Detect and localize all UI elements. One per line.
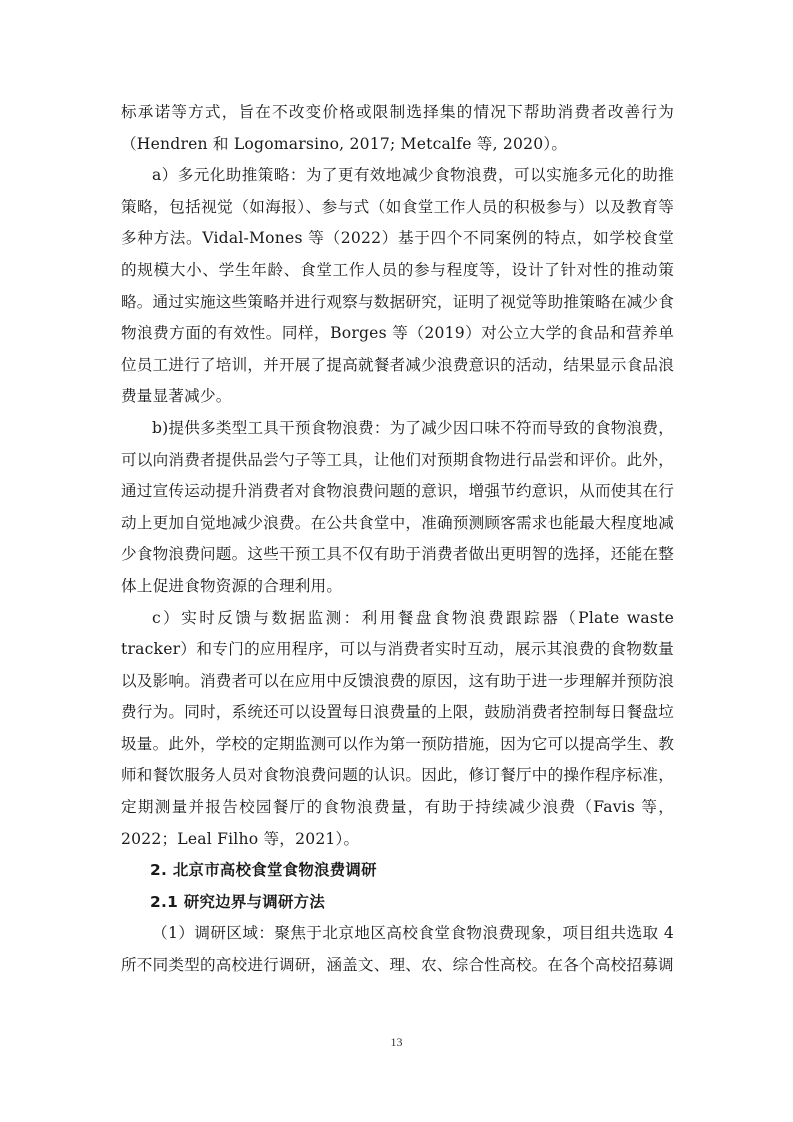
section-heading: 2. 北京市高校食堂食物浪费调研 [150, 861, 377, 880]
paragraph-continuation: 标承诺等方式，旨在不改变价格或限制选择集的情况下帮助消费者改善行为（Hendren 和 Logomarsino, 2017; Metcalfe 等, 2020）。 [121, 103, 674, 153]
page-number: 13 [390, 1035, 403, 1049]
paragraph-realtime-feedback: c）实时反馈与数据监测：利用餐盘食物浪费跟踪器（Plate waste tracker）和专门的应用程序，可以与消费者实时互动，展示其浪费的食物数量以及影响。消费者可以在应用中反馈浪费的原因，这有助于进一步理解并预防浪费行为。同时，系统还可以设置每日浪费量的上限，鼓励消费者控制每日餐盘垃圾量。此外，学校的定期监测可以作为第一预防措施，因为它可以提高学生、教师和餐饮服务人员对食物浪费问题的认识。因此，修订餐厅中的操作程序标准，定期测量并报告校园餐厅的食物浪费量，有助于持续减少浪费（Favis 等，2022；Leal Filho 等，2021）。 [121, 608, 674, 848]
page-body [121, 97, 674, 982]
paragraph-diversified-nudge: a）多元化助推策略：为了更有效地减少食物浪费，可以实施多元化的助推策略，包括视觉（如海报）、参与式（如食堂工作人员的积极参与）以及教育等多种方法。Vidal-Mones 等（2022）基于四个不同案例的特点，如学校食堂的规模大小、学生年龄、食堂工作人员的参与程度等，设计了针对性的推动策略。通过实施这些策略并进行观察与数据研究，证明了视觉等助推策略在减少食物浪费方面的有效性。同样，Borges 等（2019）对公立大学的食品和营养单位员工进行了培训，并开展了提高就餐者减少浪费意识的活动，结果显示食品浪费量显著减少。 [121, 166, 674, 406]
subsection-heading: 2.1 研究边界与调研方法 [150, 892, 326, 911]
paragraph-survey-region: （1）调研区域：聚焦于北京地区高校食堂食物浪费现象，项目组共选取 4 所不同类型的高校进行调研，涵盖文、理、农、综合性高校。在各个高校招募调 [121, 924, 674, 975]
paragraph-intervention-tools: b)提供多类型工具干预食物浪费：为了减少因口味不符而导致的食物浪费，可以向消费者提供品尝勺子等工具，让他们对预期食物进行品尝和评价。此外，通过宣传运动提升消费者对食物浪费问题的意识，增强节约意识，从而使其在行动上更加自觉地减少浪费。在公共食堂中，准确预测顾客需求也能最大程度地减少食物浪费问题。这些干预工具不仅有助于消费者做出更明智的选择，还能在整体上促进食物资源的合理利用。 [121, 418, 674, 595]
